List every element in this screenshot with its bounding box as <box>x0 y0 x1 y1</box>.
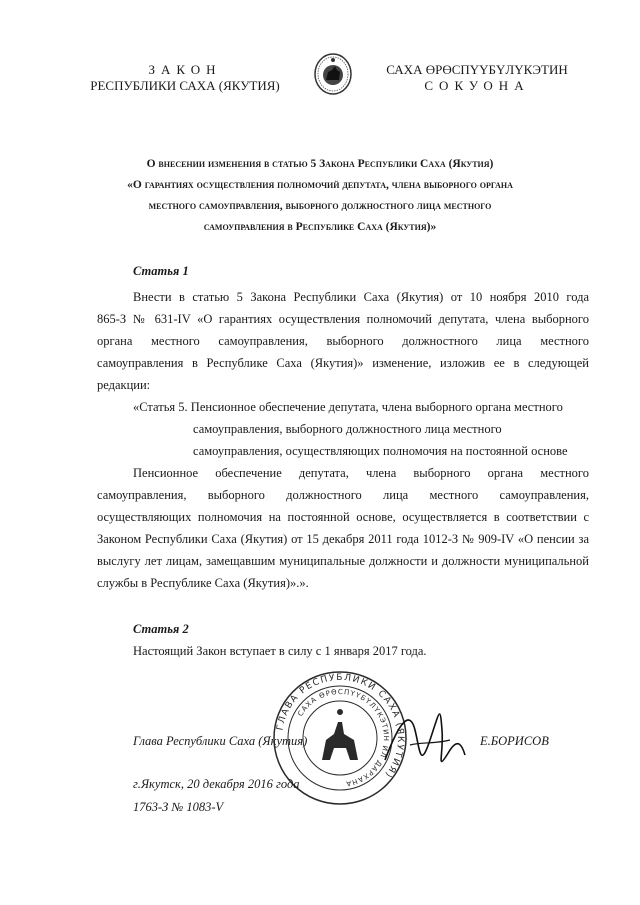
seal-outer-text: ГЛАВА РЕСПУБЛИКИ САХА (ЯКУТИЯ) <box>275 672 406 780</box>
text-line: самоуправления в Республике Саха (Якутия)» изменение, изложив ее в следующей <box>97 356 589 370</box>
quote-line: самоуправления, осуществляющих полномочия на постоянной основе <box>193 444 568 458</box>
title-line: О внесении изменения в статью 5 Закона Республики Саха (Якутия) <box>146 158 494 170</box>
place-and-date: г.Якутск, 20 декабря 2016 года <box>133 777 300 791</box>
header-yakut-name: САХА ӨРӨСПҮҮБҮЛҮКЭТИН <box>386 62 568 77</box>
text-line: редакции: <box>97 378 151 392</box>
handwritten-signature <box>380 700 470 780</box>
text-line: органа местного самоуправления, выборного должностного лица местного <box>97 334 589 348</box>
article-1-heading: Статья 1 <box>133 264 189 278</box>
header-law-word: ЗАКОН <box>148 62 222 77</box>
title-line: местного самоуправления, выборного должностного лица местного <box>148 200 492 212</box>
quote-line: «Статья 5. Пенсионное обеспечение депутата, члена выборного органа местного <box>133 400 563 414</box>
quote-line: самоуправления, выборного должностного лица местного <box>193 422 502 436</box>
header-yakut-law-word: СОКУОНА <box>424 78 530 93</box>
text-line: службы в Республике Саха (Якутия)».». <box>97 576 309 590</box>
text-line: Внести в статью 5 Закона Республики Саха (Якутия) от 10 ноября 2010 года <box>133 290 589 304</box>
header-right <box>352 62 602 94</box>
article-1-paragraph-1 <box>97 286 589 396</box>
article-1-paragraph-2 <box>97 462 589 594</box>
article-2-text: Настоящий Закон вступает в силу с 1 января 2017 года. <box>133 644 427 658</box>
title-line: «О гарантиях осуществления полномочий депутата, члена выборного органа <box>127 179 513 191</box>
text-line: Пенсионное обеспечение депутата, члена выборного органа местного <box>133 466 589 480</box>
text-line: самоуправления, выборного должностного лица местного самоуправления, <box>97 488 589 502</box>
coat-of-arms-icon <box>313 52 353 96</box>
article-5-quote-heading <box>133 396 568 462</box>
header-left <box>60 62 310 94</box>
registration-number: 1763-З № 1083-V <box>133 800 224 814</box>
text-line: осуществляющих полномочия на постоянной основе, осуществляется в соответствии с <box>97 510 589 524</box>
seal-inner-text: САХА ӨРӨСПҮҮБҮЛҮКЭТИН ИЛ ДАРХАНА <box>296 687 391 788</box>
text-line: выслугу лет лицам, замещавшим муниципальные должности и должности муниципальной <box>97 554 589 568</box>
signatory-position: Глава Республики Саха (Якутия) <box>133 734 308 748</box>
document-title <box>90 154 550 238</box>
title-line: самоуправления в Республике Саха (Якутия)» <box>203 221 437 233</box>
text-line: Законом Республики Саха (Якутия) от 15 декабря 2011 года 1012-З № 909-IV «О пенсии за <box>97 532 589 546</box>
signatory-name: Е.БОРИСОВ <box>480 734 549 748</box>
text-line: 865-З № 631-IV «О гарантиях осуществления полномочий депутата, члена выборного <box>97 312 589 326</box>
header-republic-name: РЕСПУБЛИКИ САХА (ЯКУТИЯ) <box>90 78 280 93</box>
article-2-heading: Статья 2 <box>133 622 189 636</box>
